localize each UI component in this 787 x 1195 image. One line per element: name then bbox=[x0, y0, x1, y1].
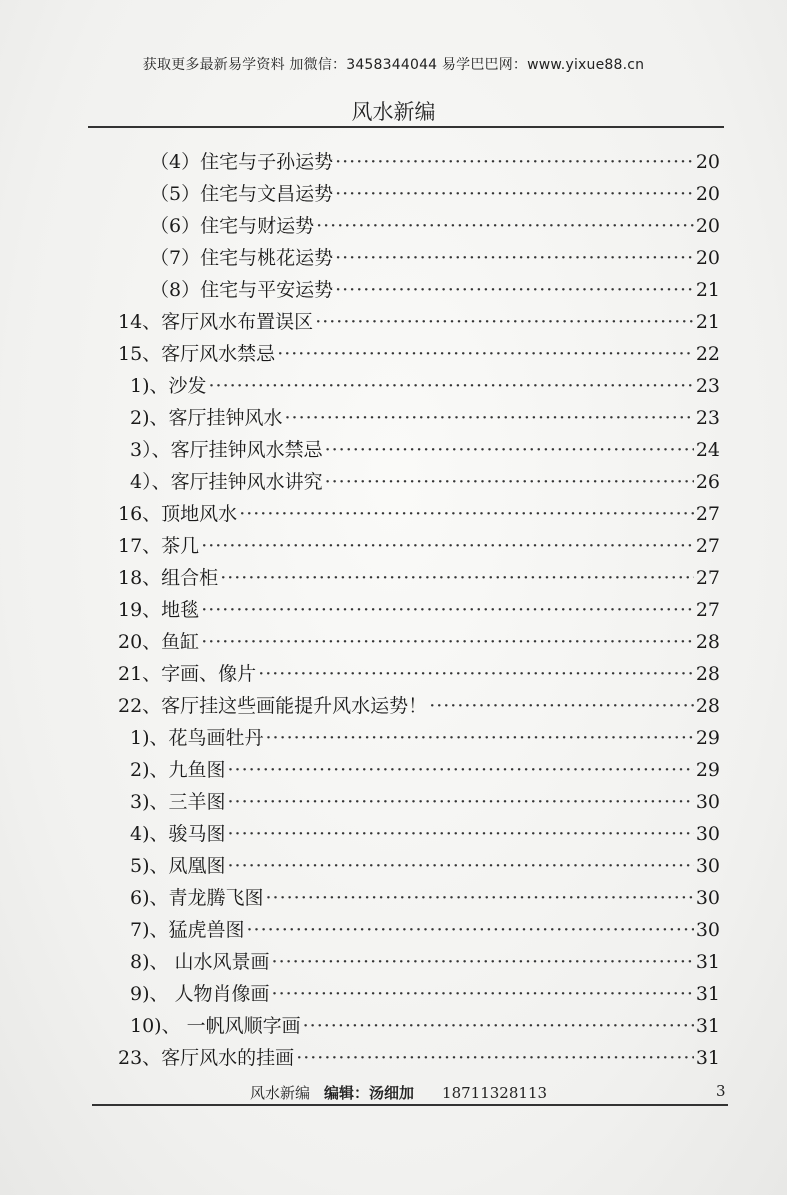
toc-entry-label: 3)、三羊图 bbox=[130, 791, 226, 813]
toc-leader-dots bbox=[315, 310, 694, 334]
toc-entry bbox=[130, 782, 720, 814]
toc-leader-dots bbox=[316, 214, 694, 238]
toc-entry-page: 29 bbox=[695, 759, 720, 781]
toc-entry-label: 19、地毯 bbox=[118, 599, 200, 621]
toc-entry bbox=[130, 878, 720, 910]
toc-entry-page: 23 bbox=[695, 375, 720, 397]
toc-entry-page: 30 bbox=[695, 791, 720, 813]
toc-leader-dots bbox=[258, 662, 694, 686]
toc-entry-page: 26 bbox=[695, 471, 720, 493]
toc-entry bbox=[118, 494, 720, 526]
toc-entry bbox=[130, 398, 720, 430]
toc-entry-page: 20 bbox=[695, 247, 720, 269]
toc-leader-dots bbox=[220, 566, 694, 590]
toc-leader-dots bbox=[285, 406, 694, 430]
toc-entry bbox=[130, 366, 720, 398]
toc-entry-label: 14、客厅风水布置误区 bbox=[118, 311, 314, 333]
toc-entry-page: 23 bbox=[695, 407, 720, 429]
footer-book-title: 风水新编 bbox=[250, 1084, 311, 1102]
toc-entry bbox=[118, 1038, 720, 1070]
toc-leader-dots bbox=[266, 726, 694, 750]
toc-leader-dots bbox=[325, 470, 694, 494]
toc-entry-page: 27 bbox=[695, 535, 720, 557]
toc-entry-label: 8)、 山水风景画 bbox=[130, 951, 270, 973]
toc-leader-dots bbox=[335, 246, 694, 270]
toc-entry-page: 22 bbox=[695, 343, 720, 365]
toc-entry-page: 31 bbox=[695, 1015, 720, 1037]
toc-entry-page: 28 bbox=[695, 695, 720, 717]
toc-entry-page: 30 bbox=[695, 887, 720, 909]
toc-entry bbox=[150, 270, 720, 302]
toc-entry-label: （6）住宅与财运势 bbox=[150, 215, 315, 237]
toc-leader-dots bbox=[272, 950, 694, 974]
toc-entry-label: 1)、花鸟画牡丹 bbox=[130, 727, 264, 749]
toc-leader-dots bbox=[266, 886, 694, 910]
toc-entry-label: （7）住宅与桃花运势 bbox=[150, 247, 334, 269]
toc-entry-page: 30 bbox=[695, 855, 720, 877]
toc-entry bbox=[118, 590, 720, 622]
toc-entry-label: 4)、骏马图 bbox=[130, 823, 226, 845]
toc-leader-dots bbox=[335, 182, 694, 206]
toc-leader-dots bbox=[228, 854, 694, 878]
footer-phone: 18711328113 bbox=[442, 1084, 548, 1102]
toc-entry-page: 30 bbox=[695, 823, 720, 845]
toc-entry bbox=[118, 686, 720, 718]
toc-entry bbox=[118, 558, 720, 590]
toc-entry-page: 27 bbox=[695, 567, 720, 589]
page-number: 3 bbox=[716, 1082, 726, 1100]
toc-entry bbox=[118, 654, 720, 686]
toc-entry bbox=[118, 334, 720, 366]
toc-entry bbox=[118, 526, 720, 558]
toc-leader-dots bbox=[247, 918, 694, 942]
toc-leader-dots bbox=[228, 758, 694, 782]
toc-leader-dots bbox=[201, 534, 694, 558]
toc-entry bbox=[130, 462, 720, 494]
toc-leader-dots bbox=[209, 374, 694, 398]
toc-entry-page: 20 bbox=[695, 215, 720, 237]
toc-entry-label: 15、客厅风水禁忌 bbox=[118, 343, 276, 365]
toc-entry-label: 18、组合柜 bbox=[118, 567, 219, 589]
toc-entry-label: （4）住宅与子孙运势 bbox=[150, 151, 334, 173]
toc-entry-page: 31 bbox=[695, 1047, 720, 1069]
toc-entry bbox=[130, 1006, 720, 1038]
toc-entry-label: 2)、客厅挂钟风水 bbox=[130, 407, 283, 429]
toc-entry-label: 9)、 人物肖像画 bbox=[130, 983, 270, 1005]
toc-entry-page: 28 bbox=[695, 663, 720, 685]
footer-editor-label: 编辑： bbox=[324, 1084, 370, 1102]
toc-leader-dots bbox=[239, 502, 694, 526]
toc-entry bbox=[150, 206, 720, 238]
toc-entry-label: 1)、沙发 bbox=[130, 375, 207, 397]
toc-entry-label: （5）住宅与文昌运势 bbox=[150, 183, 334, 205]
toc-entry-label: 10)、 一帆风顺字画 bbox=[130, 1015, 301, 1037]
toc-entry-page: 31 bbox=[695, 951, 720, 973]
toc-leader-dots bbox=[296, 1046, 694, 1070]
toc-leader-dots bbox=[228, 822, 694, 846]
toc-entry-label: 22、客厅挂这些画能提升风水运势！ bbox=[118, 695, 428, 717]
toc-entry-label: （8）住宅与平安运势 bbox=[150, 279, 334, 301]
toc-leader-dots bbox=[201, 598, 694, 622]
toc-entry bbox=[130, 750, 720, 782]
toc-entry-label: 20、鱼缸 bbox=[118, 631, 200, 653]
toc-entry bbox=[130, 718, 720, 750]
toc-entry-page: 29 bbox=[695, 727, 720, 749]
toc-entry bbox=[150, 238, 720, 270]
toc-leader-dots bbox=[335, 150, 694, 174]
toc-leader-dots bbox=[429, 694, 694, 718]
toc-leader-dots bbox=[335, 278, 694, 302]
toc-entry bbox=[118, 622, 720, 654]
toc-entry-label: 5)、凤凰图 bbox=[130, 855, 226, 877]
footer-editor-name: 汤细加 bbox=[369, 1084, 415, 1102]
watermark-text: 获取更多最新易学资料 加微信：3458344044 易学巴巴网：www.yixue88.cn bbox=[142, 57, 645, 73]
toc-entry-page: 31 bbox=[695, 983, 720, 1005]
toc-entry bbox=[130, 942, 720, 974]
toc-entry-label: 7)、猛虎兽图 bbox=[130, 919, 245, 941]
toc-entry bbox=[130, 430, 720, 462]
toc-entry-label: 6)、青龙腾飞图 bbox=[130, 887, 264, 909]
toc-entry-page: 20 bbox=[695, 183, 720, 205]
toc-entry-label: 21、字画、像片 bbox=[118, 663, 257, 685]
toc-entry-page: 30 bbox=[695, 919, 720, 941]
toc-leader-dots bbox=[201, 630, 694, 654]
toc-entry-page: 20 bbox=[695, 151, 720, 173]
toc-entry-label: 16、顶地风水 bbox=[118, 503, 238, 525]
toc-entry-page: 28 bbox=[695, 631, 720, 653]
toc-entry bbox=[130, 910, 720, 942]
toc-entry bbox=[118, 302, 720, 334]
toc-entry bbox=[130, 814, 720, 846]
toc-entry-label: 17、茶几 bbox=[118, 535, 200, 557]
toc-leader-dots bbox=[228, 790, 694, 814]
toc-entry-page: 27 bbox=[695, 599, 720, 621]
header-rule bbox=[88, 126, 724, 128]
toc-entry-label: 3）、客厅挂钟风水禁忌 bbox=[130, 439, 323, 461]
toc-entry-label: 4）、客厅挂钟风水讲究 bbox=[130, 471, 323, 493]
toc-entry-page: 21 bbox=[695, 311, 720, 333]
toc-entry-label: 2)、九鱼图 bbox=[130, 759, 226, 781]
toc-leader-dots bbox=[303, 1014, 694, 1038]
toc-leader-dots bbox=[325, 438, 694, 462]
toc-entry bbox=[130, 974, 720, 1006]
toc-entry bbox=[150, 174, 720, 206]
toc-entry-label: 23、客厅风水的挂画 bbox=[118, 1047, 295, 1069]
toc-entry-page: 24 bbox=[695, 439, 720, 461]
page-header-title: 风水新编 bbox=[351, 100, 436, 124]
toc-entry-page: 21 bbox=[695, 279, 720, 301]
toc-leader-dots bbox=[277, 342, 694, 366]
toc-entry bbox=[150, 142, 720, 174]
footer-rule bbox=[92, 1104, 728, 1106]
toc-entry-page: 27 bbox=[695, 503, 720, 525]
toc-entry bbox=[130, 846, 720, 878]
toc-leader-dots bbox=[272, 982, 694, 1006]
